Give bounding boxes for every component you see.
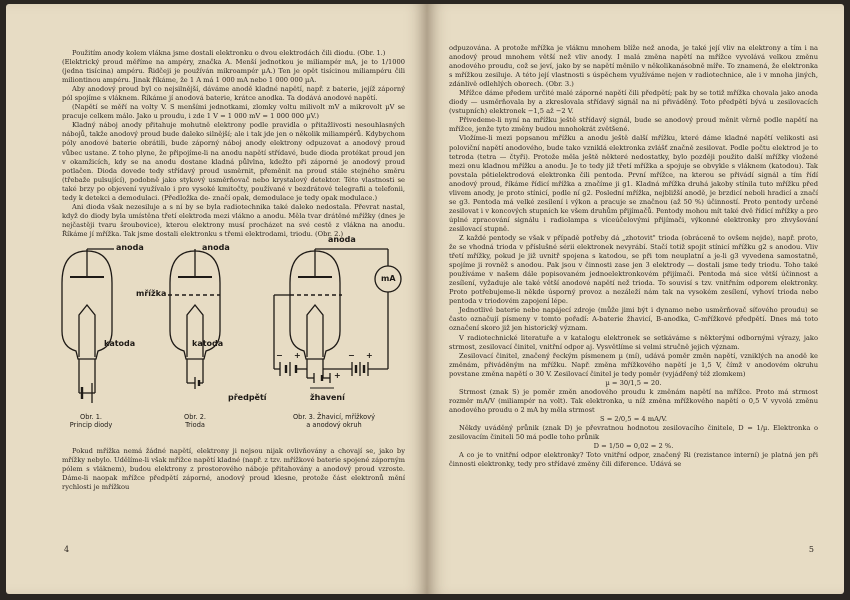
paragraph: Použitím anody kolem vlákna jsme dostali elektronku o dvou elektrodách čili diodu. (Obr. 1.) bbox=[72, 49, 386, 57]
paragraph: Přivedeme-li nyní na mřížku ještě střídavý signál, bude se anodový proud měnit věrně podle napětí na mřížce, jenže tyto změny budou mnohokrát zvětšené. bbox=[449, 116, 818, 134]
paragraph: Aby anodový proud byl co nejsilnější, dáváme anodě kladné napětí, např. z baterie, jejíž záporný pól spojíme s vláknem. Říkáme jí anodová baterie, krátce anodka. Ta dodává anodové napětí. bbox=[62, 85, 405, 103]
caption-obr-3: Obr. 3. Žhavicí, mřížkový a anodový okruh bbox=[292, 412, 376, 430]
tube-diagram bbox=[52, 243, 402, 413]
paragraph: (Elektrický proud měříme na ampéry, značka A. Menší jednotkou je miliampér mA, je to 1/1000 (jedna tisícina) ampéru. Řidčeji je používán mikroampér µA.) Ten je opět tisícinou miliampéru čili miliontinou ampéru. Jinak říkáme, že 1 A má 1 000 mA nebo 1 000 000 µA. bbox=[62, 58, 405, 85]
label-plus-2: + bbox=[366, 350, 373, 360]
right-text bbox=[449, 44, 818, 469]
tube-figure bbox=[52, 234, 402, 413]
paragraph: odpuzována. A protože mřížka je vláknu mnohem blíže než anoda, je také její vliv na elektrony a tím i na anodový proud mnohem větší než vliv anody. I malá změna napětí na mřížce vyvolává velkou změnu anodového proudu, což se jeví, jako by se napětí měnilo v několikanásobně míře. To znamená, že elektronka s mřížkou zesiluje. A této její vlastnosti s úspěchem využíváme nejen v radiotechnice, ale i v mnoha jiných, zdánlivě odlehlých oborech. (Obr. 3.) bbox=[449, 44, 818, 89]
label-anoda-2: anoda bbox=[202, 242, 230, 252]
label-minus-2: − bbox=[348, 350, 355, 360]
paragraph: Kladný náboj anody přitahuje mohutně elektrony podle pravidla o přitažlivosti nesouhlasných nábojů, takže anodový proud bude daleko silnější; ale i tak jde jen o několik miliampérů. Kdybychom póly anodové baterie obrátili, bude záporný náboj anody elektrony odpuzovat a anodový proud vůbec ustane. Z toho plyne, že připojíme-li na anodu napětí střídavé, bude dioda protékat proud jen v okamžicích, kdy se na anodu dostane kladná půlvlna, kdežto při záporné je anodový proud potlačen. Dioda dovede tedy střídavý proud usměrnit, přeměnit na proud stále stejného směru (třebaže pulsující), podobně jako stykový usměrňovač nebo krystalový detektor. Této vlastnosti se také brzy po objevení využívalo i pro vysoké kmitočty, používané v bezdrátové telegrafii a telefonii, tedy k detekci a demodulaci. (Předložka de- značí opak, demodulace je tedy opak modulace.) bbox=[62, 121, 405, 202]
left-text-bottom bbox=[62, 447, 405, 492]
paragraph: Pokud mřížka nemá žádné napětí, elektrony ji nejsou nijak ovlivňovány a chovají se, jako by mřížky nebylo. Udělíme-li však mřížce napětí kladné (např. z tzv. mřížkové baterie spojené záporným pólem s vláknem), budou elektrony z prostorového náboje přitahovány a anodový proud vzroste. Dáme-li naopak mřížce předpětí záporné, anodový proud klesne, protože část elektronů mění rychlosti je mřížkou bbox=[62, 446, 405, 492]
label-predpeti: předpětí bbox=[228, 392, 267, 402]
label-anoda-1: anoda bbox=[116, 242, 144, 252]
triode-filament bbox=[187, 305, 203, 357]
paragraph: Strmost (znak S) je poměr změn anodového proudu k změnám napětí na mřížce. Proto má strmost rozměr mA/V (miliampér na volt). Tak elektronka, u níž změna mřížkového napětí o 0,5 V vyvolá změnu anodového proudu o 2 mA by měla strmost bbox=[449, 387, 818, 414]
label-plus-3: + bbox=[334, 370, 341, 380]
paragraph: Někdy uváděný průnik (znak D) je převratnou hodnotou zesilovacího činitele, D = 1/µ. Elektronka o zesilovacím činiteli 50 má podle toho průnik bbox=[449, 423, 818, 442]
label-ma: mA bbox=[381, 273, 396, 283]
paragraph: Zesilovací činitel, značený řeckým písmenem µ (mí), udává poměr změn napětí, vzniklých na anodě ke změnám, přiváděným na mřížku. Např. změna mřížkového napětí je 1,5 V, čímž v anodovém okruhu povstane změna napětí o 30 V. Zesilovací činitel je tedy poměr (vyjádřený též zlomkem) bbox=[449, 351, 818, 378]
paragraph: Mřížce dáme předem určité malé záporné napětí čili předpětí; pak by se totiž mřížka chovala jako anoda diody — usměrňovala by a zkreslovala střídavý signál na ni přiváděný. Toto předpětí bývá u zesilovacích (vstupních) elektronek −1,5 až −2 V. bbox=[449, 89, 818, 116]
label-katoda-2: katoda bbox=[192, 338, 224, 348]
paragraph: V radiotechnické literatuře a v katalogu elektronek se setkáváme s některými odbornými výrazy, jako strmost, zesilovací činitel, vnitřní odpor aj. Vysvětlíme si velmi stručně jejich význam. bbox=[449, 333, 818, 351]
label-plus-1: + bbox=[294, 350, 301, 360]
caption-obr-2: Obr. 2. Trioda bbox=[184, 412, 206, 430]
left-text-top bbox=[62, 49, 405, 239]
formula-strmost: S = 2/0,5 = 4 mA/V. bbox=[599, 414, 668, 423]
paragraph: Ani dioda však nezesiluje a s ní by se byla radiotechnika také daleko nedostala. Převrat nastal, když do diody byla umístěna třetí elektroda mezi vlákno a anodu. Měla tvar drátěné mřížky (dnes je nejčastěji tvaru šroubovice), kterou elektrony musí procházet na své cestě z vlákna na anodu. Říkáme jí mřížka. Tak jsme dostali elektronku s třemi elektrodami, triodu. (Obr. 2.) bbox=[62, 202, 405, 238]
formula-mu: µ = 30/1,5 = 20. bbox=[605, 378, 662, 387]
right-page bbox=[427, 4, 844, 594]
paragraph: A co je to vnitřní odpor elektronky? Toto vnitřní odpor, značený Ri (rezistance interní) je platná jen při činnosti elektronky, tedy pro střídavé změny čili diference. Udává se bbox=[449, 451, 818, 469]
label-anoda-3: anoda bbox=[328, 234, 356, 244]
left-page bbox=[6, 4, 427, 594]
label-zhaveni: žhavení bbox=[310, 392, 345, 402]
figure-captions bbox=[52, 413, 405, 443]
caption-obr-1: Obr. 1. Princip diody bbox=[69, 412, 113, 430]
label-mrizka: mřížka bbox=[136, 288, 167, 298]
paragraph: Jednotlivé baterie nebo napájecí zdroje (může jimi být i dynamo nebo usměrňovač síťového proudu) se často označují písmeny v tomto pořadí: A-baterie žhavicí, B-anodka, C-mřížkové předpětí. Dnes má toto označení skoro již jen historický význam. bbox=[449, 306, 818, 333]
page-number-right: 5 bbox=[808, 545, 814, 554]
label-katoda-1: katoda bbox=[104, 338, 136, 348]
page-number-left: 4 bbox=[64, 545, 70, 554]
paragraph: (Napětí se měří na volty V. S menšími jednotkami, zlomky voltu milivolt mV a mikrovolt µV se pracuje celkem málo. Jako u proudu, i zde 1 V = 1 000 mV = 1 000 000 µV.) bbox=[62, 103, 405, 121]
formula-prunik: D = 1/50 = 0,02 = 2 %. bbox=[593, 442, 674, 451]
book-spread bbox=[6, 4, 844, 594]
paragraph: Z každé pentody se však v případě potřeby dá „zhotovit" trioda (obráceně to ovšem nejde), např. proto, že se vhodná trioda v příslušné sérii elektronek nevyrábí. Stačí totiž spojit stínicí mřížku g2 s anodou. Vliv třetí mřížky, pokud je již uvnitř spojena s katodou, se při tom neuplatní a je-li g3 vyvedena samostatně, spojíme ji rovněž s anodou. Pak jsou v činnosti zase jen 3 elektrody — dostali jsme tedy triodu. Toho také používáme v našem dále popisovaném jednoelektronkovém přijímači. Pentoda má sice větší účinnost a zesílení, vyžaduje ale také větší anodové napětí než trioda. To souvisí s tzv. vnitřním odporem elektronky. Proto potřebujeme-li někde úsporný provoz a nezáleží nám tak na vysokém zesílení, vyhoví trioda nebo pentoda v triodovém zapojení lépe. bbox=[449, 233, 818, 306]
label-minus-1: − bbox=[276, 350, 283, 360]
diode-filament bbox=[79, 305, 95, 357]
paragraph: Vložíme-li mezi popsanou mřížku a anodu ještě další mřížku, které dáme kladné napětí velikosti asi poloviční napětí anodového, bude tako vzniklá elektronka zvlášť značně zesilovat. Podle počtu elektrod je to tetroda (tetra — čtyři). Protože měla ještě některé nedostatky, bylo později použito další mřížky vložené mezi onu kladnou mřížku a anodu. Je to tedy již třetí mřížka a spojuje se obvykle s vláknem (katodou). Tak povstala pětielektrodová elektronka čili pentoda. První mřížce, na kterou se přivádí signál a tím řídí anodový proud, říkáme řídicí mřížka a značíme ji g1. Kladná mřížka druhá jakoby stínila tuto mřížku před vlivem anody, je proto stínicí, podle ní g2. Poslední mřížka, nejbližší anodě, je brzdicí neboli hradicí a značí se g3. Pentoda má velké zesílení i výkon a pracuje se značnou (až 50 %) účinností. Proto pentody určené zesilovat i v koncových stupních ke všem druhům přijímačů. Pentody mohou mít také dvě řídicí mřížky a pro úplné zpracování signálu i radiolampa s víceúčelovými přijímači, výkonné elektronky pro zhvyšování zesilovací stupně. bbox=[449, 134, 818, 233]
